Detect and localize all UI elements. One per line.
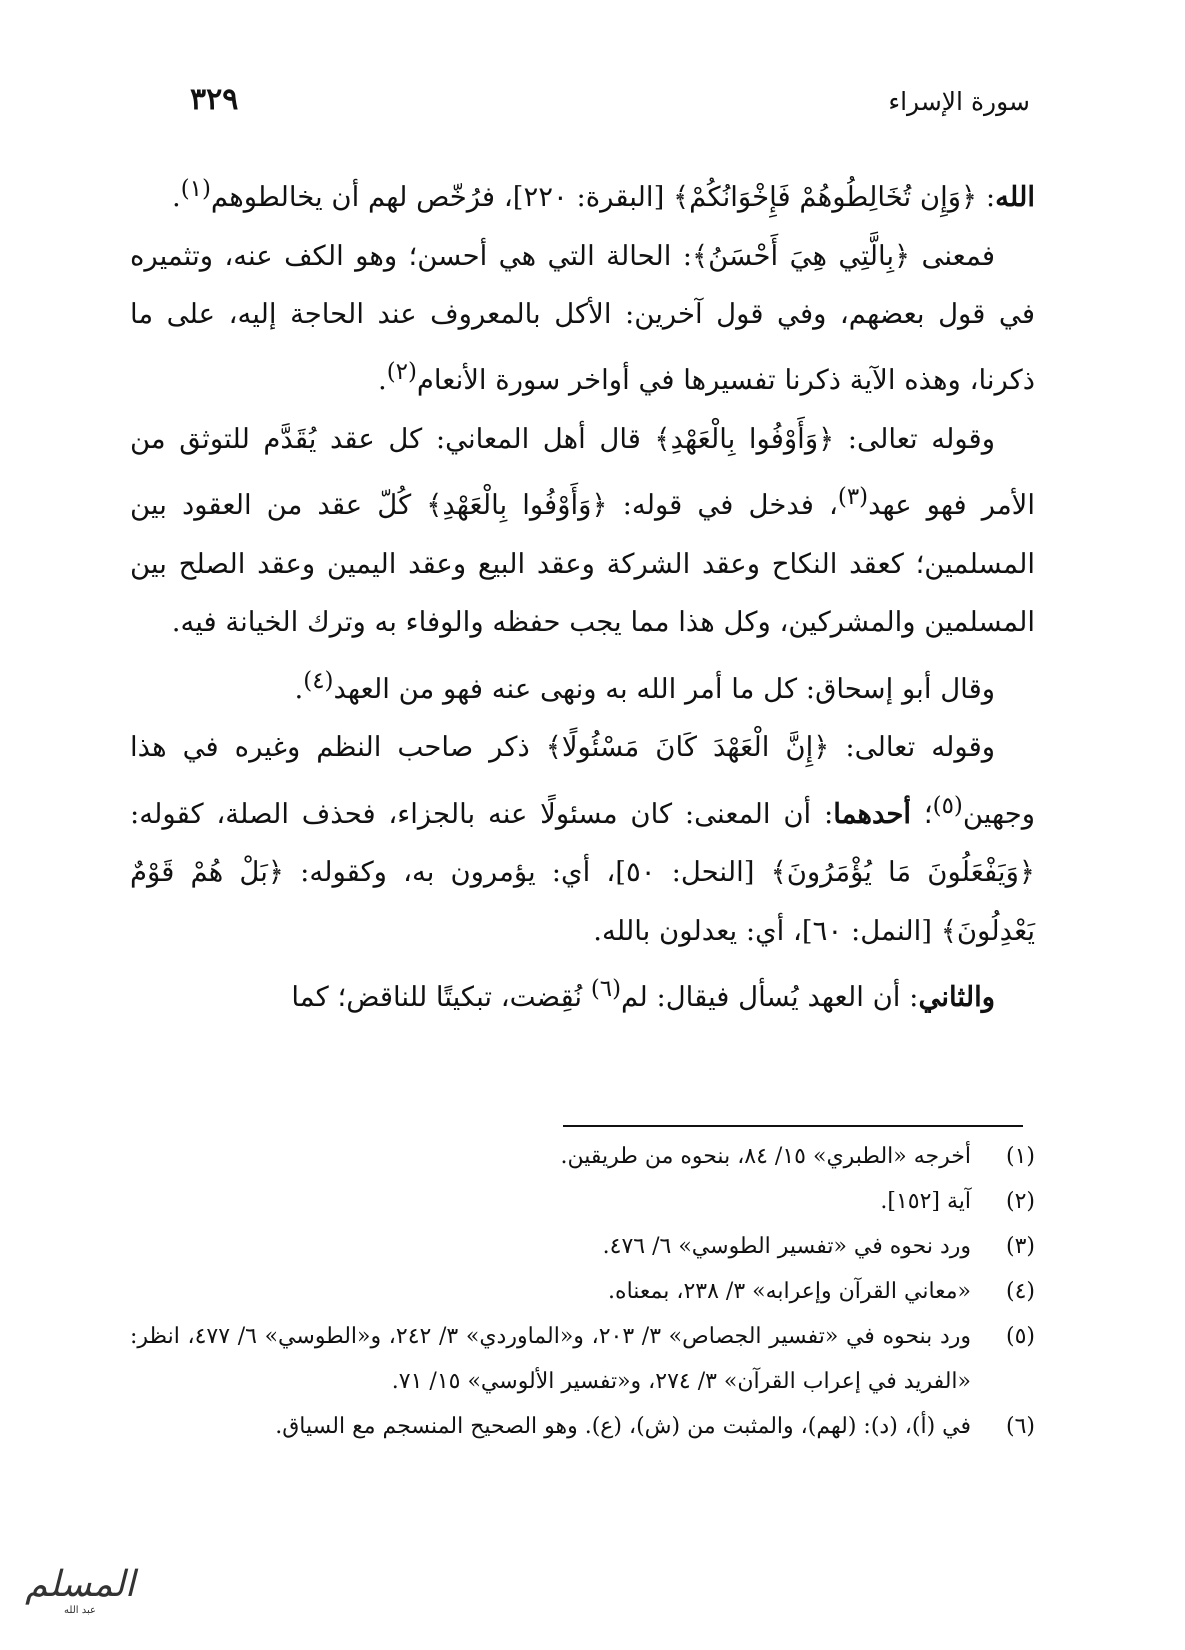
text-span: وقوله تعالى: ﴿إِنَّ الْعَهْدَ كَانَ مَسْئُولًا﴾ ذكر صاحب النظم وغيره في هذا وجهين	[130, 731, 1035, 830]
footnote-number: (٥)	[1005, 1324, 1035, 1349]
paragraph-5	[130, 718, 1035, 960]
text-span: وقوله تعالى: ﴿وَأَوْفُوا بِالْعَهْدِ﴾ قال أهل المعاني: كل عقد يُقَدَّم للتوثق من الأمر فهو عهد	[130, 422, 1035, 522]
footnote-separator	[563, 1125, 1023, 1127]
paragraph-3	[130, 410, 1035, 652]
paragraph-2	[130, 227, 1035, 410]
footnote-text: في (أ)، (د): (لهم)، والمثبت من (ش)، (ع). وهو الصحيح المنسجم مع السياق.	[275, 1414, 971, 1439]
footnote	[130, 1404, 1035, 1449]
footnote-ref: (٦)	[590, 976, 622, 1003]
surah-title: سورة الإسراء	[888, 87, 1030, 116]
text-span: نُقِضت، تبكيتًا للناقض؛ كما	[291, 981, 591, 1014]
footnote-ref: (٢)	[386, 359, 417, 386]
bold-word: أحدهما	[833, 797, 912, 830]
publisher-logo	[14, 1565, 146, 1633]
text-span: ، فدخل في قوله: ﴿وَأَوْفُوا بِالْعَهْدِ﴾ كُلّ عقد من العقود بين المسلمين؛ كعقد النكاح وعقد الشركة وعقد البيع وعقد اليمين وعقد الصلح بين المسلمين والمشركين، وكل هذا مما يجب حفظه والوفاء به وترك الخيانة فيه.	[130, 489, 1035, 639]
footnote-text: أخرجه «الطبري» ١٥/ ٨٤، بنحوه من طريقين.	[560, 1144, 971, 1169]
bold-word: والثاني	[918, 981, 995, 1014]
text-span: .	[294, 672, 304, 705]
paragraph-6	[130, 960, 1035, 1027]
bold-word: الله	[995, 181, 1035, 214]
footnote-number: (٢)	[1005, 1189, 1035, 1214]
footnote	[130, 1269, 1035, 1314]
text-span: : أن العهد يُسأل فيقال: لم	[621, 981, 919, 1014]
page-header	[180, 82, 1030, 132]
footnote	[130, 1224, 1035, 1269]
footnote-text: ورد بنحوه في «تفسير الجصاص» ٣/ ٢٠٣، و«الماوردي» ٣/ ٢٤٢، و«الطوسي» ٦/ ٤٧٧، انظر: «الفريد في إعراب القرآن» ٣/ ٢٧٤، و«تفسير الألوسي» ١٥/ ٧١.	[130, 1324, 971, 1394]
footnote-text: آية [١٥٢].	[880, 1189, 971, 1214]
paragraph-1	[130, 160, 1035, 227]
text-span: وقال أبو إسحاق: كل ما أمر الله به ونهى عنه فهو من العهد	[333, 672, 995, 705]
text-span: فمعنى ﴿بِالَّتِي هِيَ أَحْسَنُ﴾: الحالة التي هي أحسن؛ وهو الكف عنه، وتثميره في قول بعضهم، وفي قول آخرين: الأكل بالمعروف عند الحاجة إليه، على ما ذكرنا، وهذه الآية ذكرنا تفسيرها في أواخر سورة الأنعام	[130, 239, 1035, 397]
main-text	[130, 160, 1035, 1027]
footnote	[130, 1179, 1035, 1224]
text-span: ؛	[923, 797, 933, 830]
text-span: : ﴿وَإِن تُخَالِطُوهُمْ فَإِخْوَانُكُمْ﴾ [البقرة: ٢٢٠]، فرُخّص لهم أن يخالطوهم	[210, 181, 996, 214]
logo-subtext: عبد الله	[64, 1605, 96, 1616]
footnote-number: (٣)	[1005, 1234, 1035, 1259]
footnote	[130, 1134, 1035, 1179]
footnote-text: «معاني القرآن وإعرابه» ٣/ ٢٣٨، بمعناه.	[608, 1279, 971, 1304]
page-number: ٣٢٩	[190, 82, 239, 117]
paragraph-4	[130, 652, 1035, 719]
footnotes	[130, 1134, 1035, 1449]
footnote-number: (١)	[1005, 1144, 1035, 1169]
footnote	[130, 1314, 1035, 1404]
footnote-number: (٤)	[1005, 1279, 1035, 1304]
logo-text: المسلم	[25, 1564, 135, 1605]
text-span: .	[171, 181, 181, 214]
footnote-ref: (٤)	[303, 667, 334, 694]
footnote-text: ورد نحوه في «تفسير الطوسي» ٦/ ٤٧٦.	[602, 1234, 971, 1259]
text-span: .	[377, 364, 387, 397]
text-span: : أن المعنى: كان مسئولًا عنه بالجزاء، فحذف الصلة، كقوله: ﴿وَيَفْعَلُونَ مَا يُؤْمَرُونَ﴾ [النحل: ٥٠]، أي: يؤمرون به، وكقوله: ﴿بَلْ هُمْ قَوْمٌ يَعْدِلُونَ﴾ [النمل: ٦٠]، أي: يعدلون بالله.	[130, 797, 1035, 947]
footnote-ref: (١)	[180, 176, 211, 202]
footnote-number: (٦)	[1005, 1414, 1035, 1439]
footnote-ref: (٣)	[837, 484, 869, 511]
footnote-ref: (٥)	[932, 792, 963, 819]
